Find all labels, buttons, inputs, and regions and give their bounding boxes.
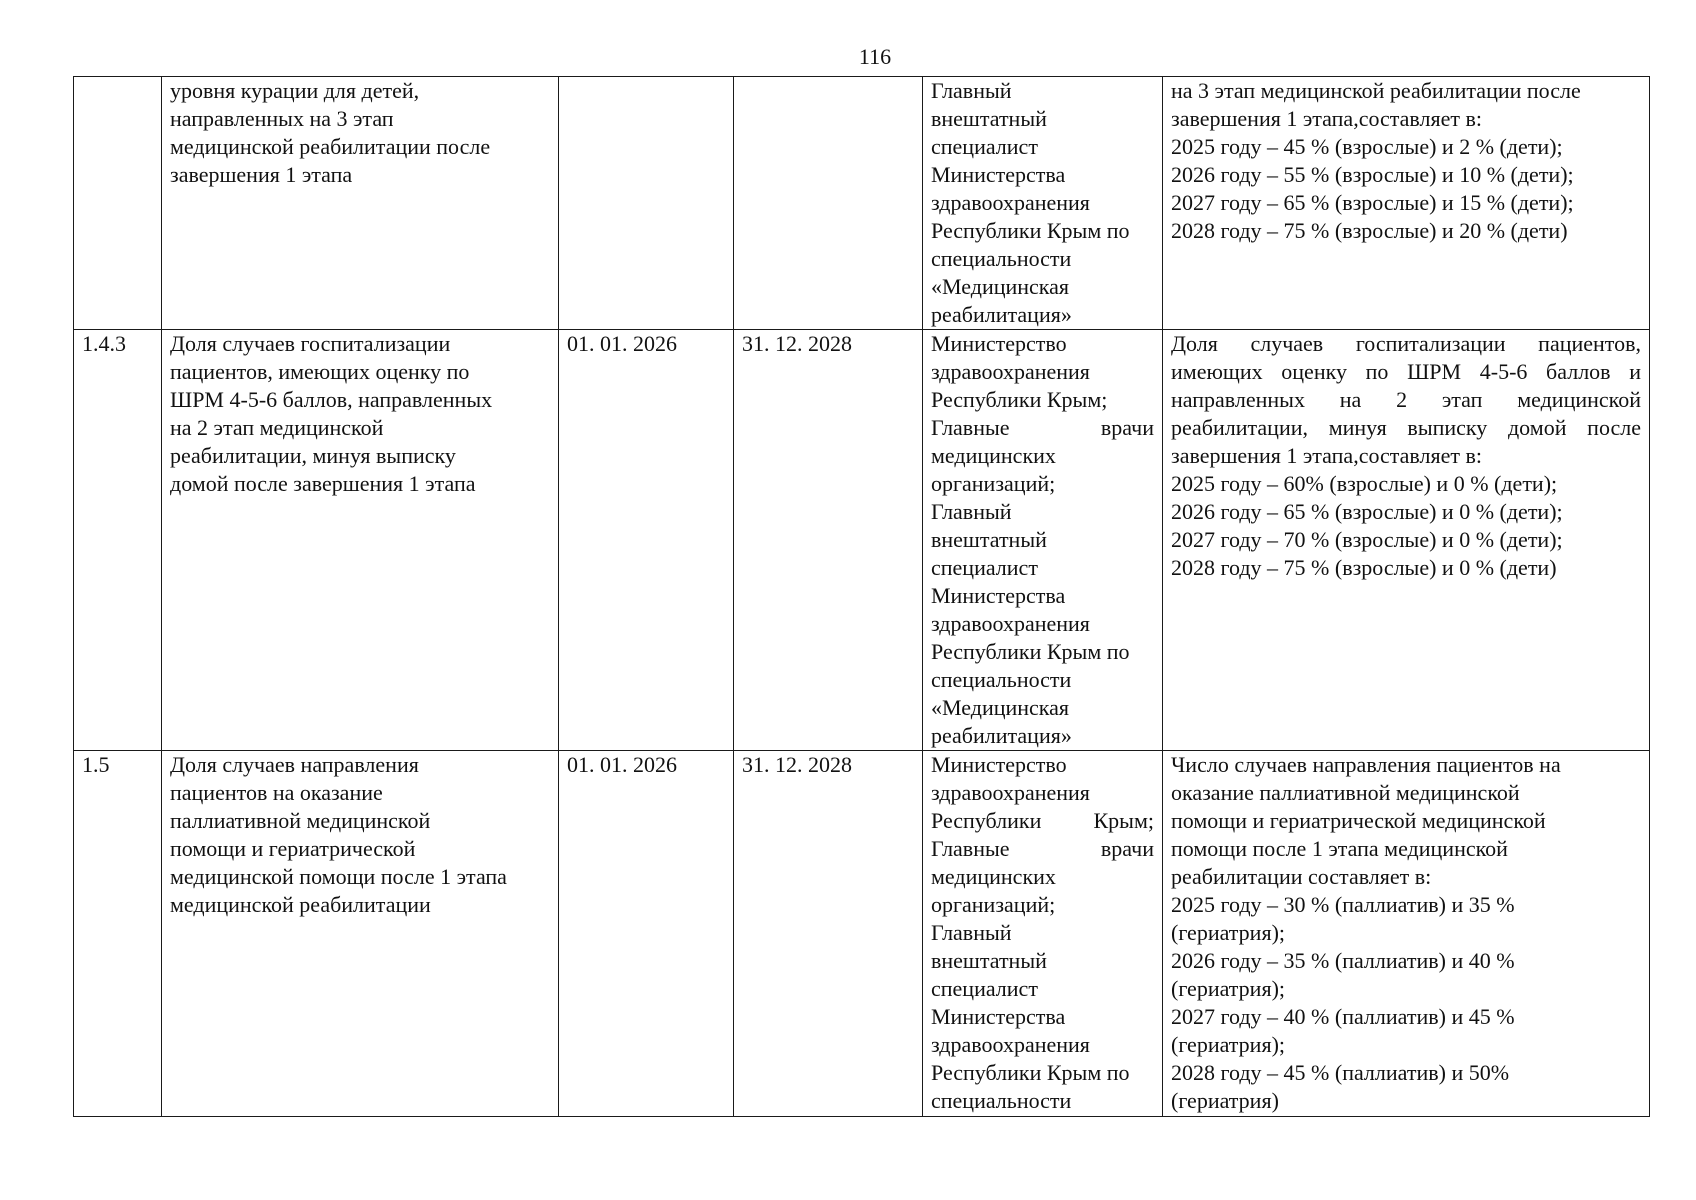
text-line: организаций; [931, 471, 1056, 496]
text-line: (гериатрия); [1171, 1032, 1286, 1057]
text-line: Главный [931, 920, 1012, 945]
text-line: завершения 1 этапа [170, 162, 353, 187]
cell-responsible [923, 77, 1163, 330]
text-line: 2025 году – 30 % (паллиатив) и 35 % [1171, 892, 1515, 917]
text-line: здравоохранения [931, 1032, 1090, 1057]
text-line: имеющих оценку по ШРМ 4-5-6 баллов и [1171, 359, 1641, 384]
text-line: домой после завершения 1 этапа [170, 471, 476, 496]
measures-table [73, 76, 1650, 1117]
text-line: оказание паллиативной медицинской [1171, 780, 1520, 805]
text-line: здравоохранения [931, 780, 1090, 805]
cell-end-date [734, 77, 923, 330]
text-line: «Медицинская [931, 274, 1070, 299]
text-line: реабилитации, минуя выписку домой после [1171, 415, 1641, 440]
text-line: Доля случаев госпитализации [170, 331, 451, 356]
cell-indicator-name [162, 751, 559, 1117]
text-line: медицинских [931, 443, 1056, 468]
text-line: пациентов на оказание [170, 780, 383, 805]
text-line: паллиативной медицинской [170, 808, 431, 833]
text-line: Доля случаев госпитализации пациентов, [1171, 331, 1641, 356]
text-line: «Медицинская [931, 695, 1070, 720]
text-line: 2027 году – 70 % (взрослые) и 0 % (дети); [1171, 527, 1563, 552]
text-line: 2025 году – 60% (взрослые) и 0 % (дети); [1171, 471, 1558, 496]
text-line: реабилитация» [931, 302, 1072, 327]
text-line: здравоохранения [931, 611, 1090, 636]
text-line: реабилитация» [931, 723, 1072, 748]
text-line: медицинской реабилитации [170, 892, 431, 917]
text-line: 2027 году – 40 % (паллиатив) и 45 % [1171, 1004, 1515, 1029]
cell-start-date: 01. 01. 2026 [559, 751, 734, 1117]
text-line: специалист [931, 555, 1038, 580]
text-line: Доля случаев направления [170, 752, 419, 777]
text-line: (гериатрия); [1171, 976, 1286, 1001]
text-line: Республики Крым; [931, 808, 1154, 833]
text-line: Республики Крым по [931, 639, 1130, 664]
text-line: помощи и гериатрической медицинской [1171, 808, 1546, 833]
text-line: Министерства [931, 1004, 1066, 1029]
text-line: завершения 1 этапа,составляет в: [1171, 106, 1482, 131]
text-line: Число случаев направления пациентов на [1171, 752, 1561, 777]
text-line: внештатный [931, 527, 1047, 552]
text-line: здравоохранения [931, 359, 1090, 384]
text-line: специальности [931, 1088, 1072, 1113]
cell-number: 1.5 [74, 751, 162, 1117]
cell-expected-result [1163, 751, 1650, 1117]
text-line: специальности [931, 246, 1072, 271]
text-line: медицинской помощи после 1 этапа [170, 864, 507, 889]
text-line: Министерства [931, 162, 1066, 187]
text-line: Республики Крым по [931, 1060, 1130, 1085]
cell-end-date: 31. 12. 2028 [734, 330, 923, 751]
text-line: направленных на 3 этап [170, 106, 394, 131]
table-row [74, 751, 1650, 1117]
cell-start-date: 01. 01. 2026 [559, 330, 734, 751]
text-line: организаций; [931, 892, 1056, 917]
text-line: на 2 этап медицинской [170, 415, 384, 440]
text-line: медицинской реабилитации после [170, 134, 491, 159]
text-line: ШРМ 4-5-6 баллов, направленных [170, 387, 493, 412]
text-line: 2028 году – 45 % (паллиатив) и 50% [1171, 1060, 1510, 1085]
text-line: внештатный [931, 106, 1047, 131]
cell-end-date: 31. 12. 2028 [734, 751, 923, 1117]
text-line: помощи после 1 этапа медицинской [1171, 836, 1508, 861]
text-line: 2025 году – 45 % (взрослые) и 2 % (дети); [1171, 134, 1563, 159]
text-line: Министерства [931, 583, 1066, 608]
text-line: завершения 1 этапа,составляет в: [1171, 443, 1482, 468]
text-line: 2026 году – 35 % (паллиатив) и 40 % [1171, 948, 1515, 973]
cell-indicator-name [162, 77, 559, 330]
text-line: (гериатрия) [1171, 1088, 1279, 1113]
text-line: Министерство [931, 752, 1067, 777]
text-line: помощи и гериатрической [170, 836, 416, 861]
text-line: пациентов, имеющих оценку по [170, 359, 470, 384]
text-line: 2026 году – 55 % (взрослые) и 10 % (дети); [1171, 162, 1574, 187]
cell-expected-result [1163, 77, 1650, 330]
text-line: специалист [931, 976, 1038, 1001]
text-line: реабилитации составляет в: [1171, 864, 1432, 889]
text-line: медицинских [931, 864, 1056, 889]
text-line: на 3 этап медицинской реабилитации после [1171, 78, 1581, 103]
cell-number: 1.4.3 [74, 330, 162, 751]
text-line: реабилитации, минуя выписку [170, 443, 456, 468]
cell-indicator-name [162, 330, 559, 751]
text-line: Главные врачи [931, 836, 1154, 861]
text-line: Республики Крым по [931, 218, 1130, 243]
text-line: 2028 году – 75 % (взрослые) и 0 % (дети) [1171, 555, 1557, 580]
cell-responsible [923, 330, 1163, 751]
text-line: Министерство [931, 331, 1067, 356]
cell-number [74, 77, 162, 330]
text-line: Главный [931, 499, 1012, 524]
text-line: внештатный [931, 948, 1047, 973]
text-line: (гериатрия); [1171, 920, 1286, 945]
text-line: 2028 году – 75 % (взрослые) и 20 % (дети) [1171, 218, 1568, 243]
table-row [74, 77, 1650, 330]
text-line: Республики Крым; [931, 387, 1108, 412]
text-line: 2027 году – 65 % (взрослые) и 15 % (дети); [1171, 190, 1574, 215]
text-line: 2026 году – 65 % (взрослые) и 0 % (дети); [1171, 499, 1563, 524]
cell-start-date [559, 77, 734, 330]
text-line: специалист [931, 134, 1038, 159]
text-line: Главные врачи [931, 415, 1154, 440]
text-line: уровня курации для детей, [170, 78, 420, 103]
table-row [74, 330, 1650, 751]
cell-expected-result [1163, 330, 1650, 751]
page-number: 116 [858, 44, 892, 69]
cell-responsible [923, 751, 1163, 1117]
text-line: специальности [931, 667, 1072, 692]
text-line: направленных на 2 этап медицинской [1171, 387, 1641, 412]
text-line: Главный [931, 78, 1012, 103]
text-line: здравоохранения [931, 190, 1090, 215]
